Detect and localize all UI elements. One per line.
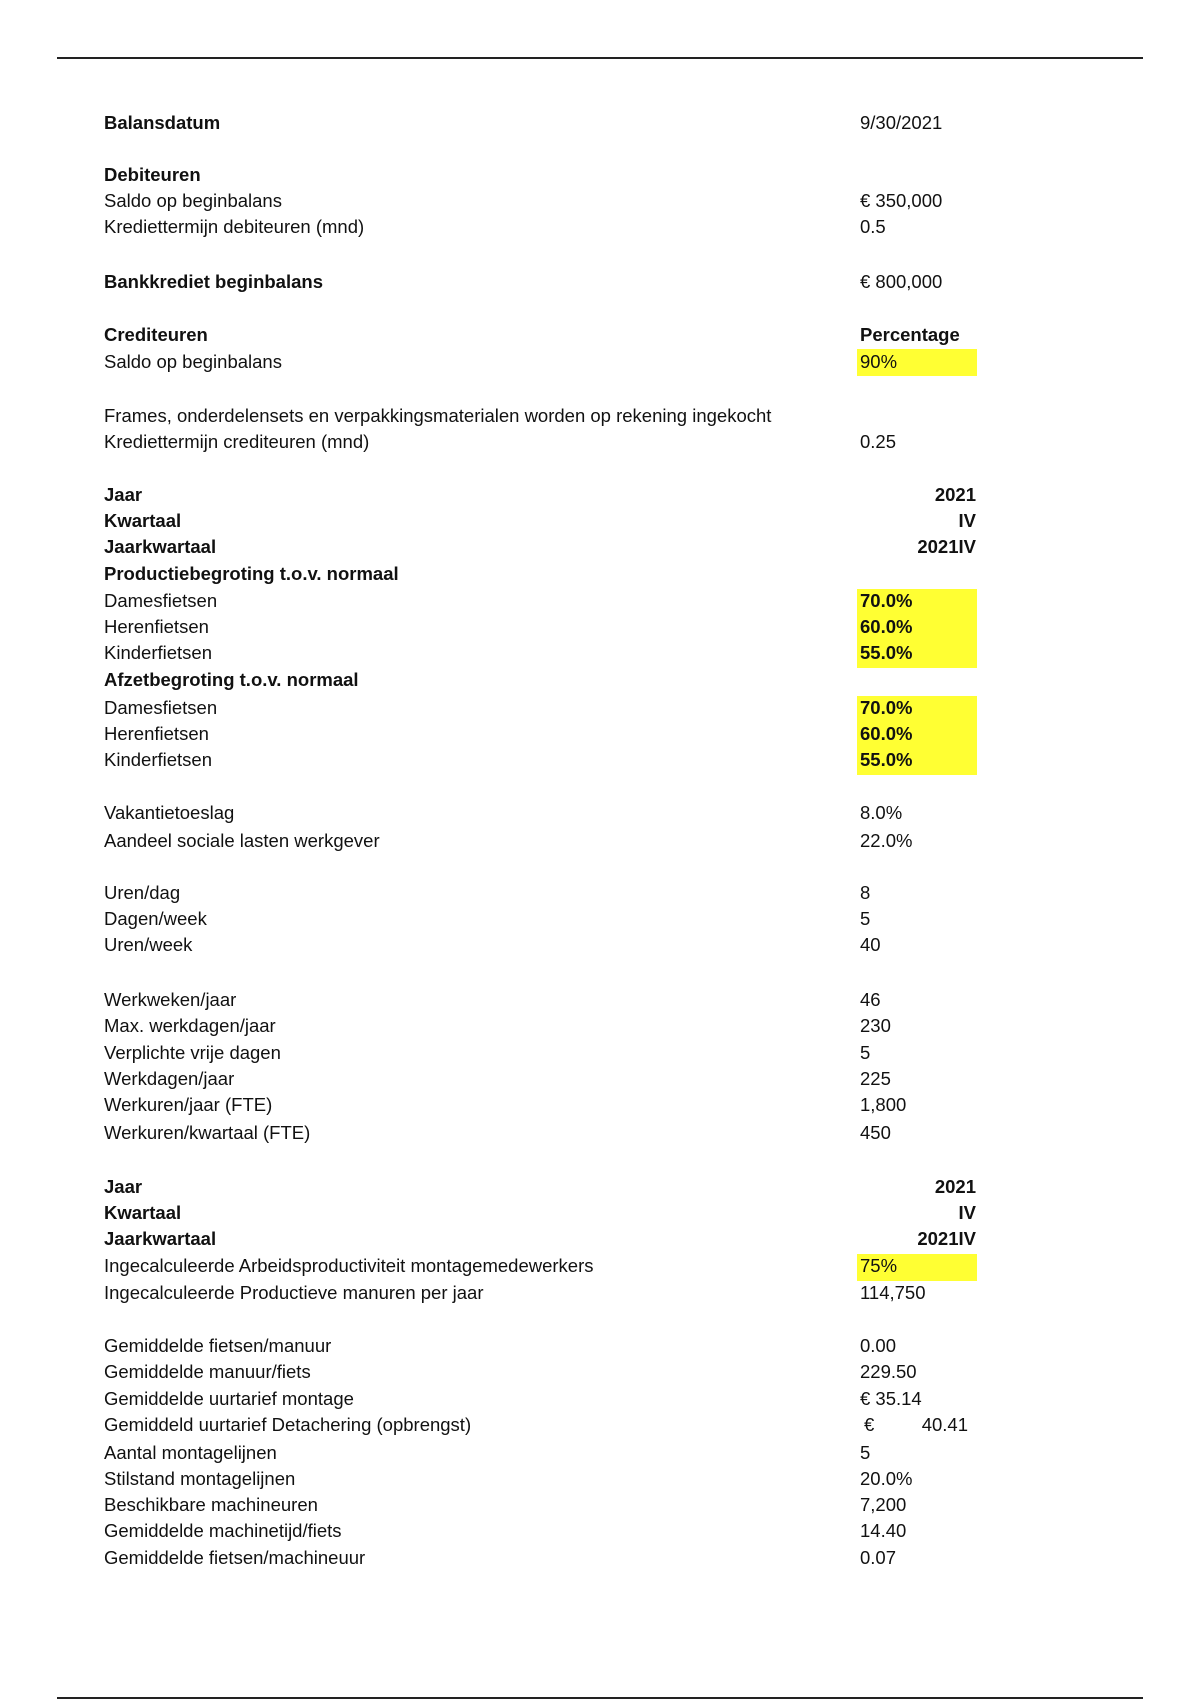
label: Gemiddeld uurtarief Detachering (opbrengst) — [104, 1414, 472, 1435]
label: Uren/week — [104, 934, 193, 955]
row-machinetijd-fiets — [0, 1518, 1200, 1544]
value: 55.0% — [860, 749, 913, 770]
value: 70.0% — [860, 697, 913, 718]
value: 0.07 — [860, 1547, 897, 1568]
label: Gemiddelde fietsen/manuur — [104, 1335, 332, 1356]
row-productieve-manuren — [0, 1280, 1200, 1306]
column-header: Percentage — [860, 324, 960, 345]
row-sociale-lasten — [0, 828, 1200, 854]
bottom-rule — [57, 1697, 1143, 1699]
row-kwartaal — [0, 508, 1200, 534]
value: € 800,000 — [860, 271, 943, 292]
label: Max. werkdagen/jaar — [104, 1015, 276, 1036]
label: Uren/dag — [104, 882, 181, 903]
section-heading: Productiebegroting t.o.v. normaal — [104, 563, 399, 584]
value: 8.0% — [860, 802, 903, 823]
label: Krediettermijn crediteuren (mnd) — [104, 431, 370, 452]
value: 14.40 — [860, 1520, 907, 1541]
row-uren-week — [0, 932, 1200, 958]
label: Damesfietsen — [104, 697, 218, 718]
row-debiteuren-saldo — [0, 188, 1200, 214]
label: Jaar — [104, 1176, 143, 1197]
row-aantal-montagelijnen — [0, 1440, 1200, 1466]
row-fietsen-manuur — [0, 1333, 1200, 1359]
row-machineuren — [0, 1492, 1200, 1518]
row-werkuren-jaar — [0, 1092, 1200, 1118]
label: Saldo op beginbalans — [104, 190, 282, 211]
value: IV — [958, 1202, 976, 1223]
row-crediteuren-heading — [0, 322, 1200, 348]
value: 75% — [860, 1255, 898, 1276]
row-dagen-week — [0, 906, 1200, 932]
value: 225 — [860, 1068, 891, 1089]
value: 5 — [860, 908, 871, 929]
value: 0.25 — [860, 431, 897, 452]
row-crediteuren-termijn — [0, 429, 1200, 455]
value: 20.0% — [860, 1468, 913, 1489]
label: Aantal montagelijnen — [104, 1442, 277, 1463]
row-productiebegroting-heading — [0, 561, 1200, 587]
row-jaar-2 — [0, 1174, 1200, 1200]
row-stilstand — [0, 1466, 1200, 1492]
row-balansdatum — [0, 110, 1200, 136]
label: Krediettermijn debiteuren (mnd) — [104, 216, 365, 237]
row-jaarkwartaal — [0, 534, 1200, 560]
row-crediteuren-note — [0, 403, 1200, 429]
label: Kinderfietsen — [104, 642, 212, 663]
label: Ingecalculeerde Productieve manuren per jaar — [104, 1282, 484, 1303]
label: Jaarkwartaal — [104, 1228, 217, 1249]
value: 8 — [860, 882, 871, 903]
row-manuur-fiets — [0, 1359, 1200, 1385]
label: Jaar — [104, 484, 143, 505]
value: 1,800 — [860, 1094, 907, 1115]
row-werkweken-jaar — [0, 987, 1200, 1013]
label: Ingecalculeerde Arbeidsproductiviteit montagemedewerkers — [104, 1255, 594, 1276]
value: 7,200 — [860, 1494, 907, 1515]
row-crediteuren-saldo — [0, 349, 1200, 375]
value: 0.00 — [860, 1335, 897, 1356]
row-uurtarief-detachering — [0, 1412, 1200, 1438]
label: Herenfietsen — [104, 723, 209, 744]
value: 40 — [860, 934, 881, 955]
label: Bankkrediet beginbalans — [104, 271, 323, 292]
row-vrije-dagen — [0, 1040, 1200, 1066]
section-heading: Crediteuren — [104, 324, 208, 345]
label: Herenfietsen — [104, 616, 209, 637]
value: 60.0% — [860, 616, 913, 637]
label: Balansdatum — [104, 112, 221, 133]
value: 5 — [860, 1442, 871, 1463]
value: 2021 — [934, 484, 976, 505]
value: 5 — [860, 1042, 871, 1063]
value: 229.50 — [860, 1361, 917, 1382]
value: 90% — [860, 351, 898, 372]
label: Vakantietoeslag — [104, 802, 235, 823]
value: 9/30/2021 — [860, 112, 943, 133]
value: 60.0% — [860, 723, 913, 744]
label: Jaarkwartaal — [104, 536, 217, 557]
label: Werkdagen/jaar — [104, 1068, 235, 1089]
value: 230 — [860, 1015, 891, 1036]
row-productie-dames — [0, 588, 1200, 614]
row-afzet-dames — [0, 695, 1200, 721]
amount: 40.41 — [921, 1414, 968, 1435]
row-productie-heren — [0, 614, 1200, 640]
row-bankkrediet — [0, 269, 1200, 295]
row-debiteuren-heading — [0, 162, 1200, 188]
row-kwartaal-2 — [0, 1200, 1200, 1226]
row-productie-kinder — [0, 640, 1200, 666]
value: 2021 — [934, 1176, 976, 1197]
value: 22.0% — [860, 830, 913, 851]
row-arbeidsproductiviteit — [0, 1253, 1200, 1279]
row-afzet-kinder — [0, 747, 1200, 773]
row-max-werkdagen — [0, 1013, 1200, 1039]
label: Beschikbare machineuren — [104, 1494, 318, 1515]
row-werkuren-kwartaal — [0, 1120, 1200, 1146]
label: Stilstand montagelijnen — [104, 1468, 296, 1489]
row-werkdagen-jaar — [0, 1066, 1200, 1092]
value: IV — [958, 510, 976, 531]
row-vakantietoeslag — [0, 800, 1200, 826]
row-jaarkwartaal-2 — [0, 1226, 1200, 1252]
value: 114,750 — [860, 1282, 926, 1303]
value: € 35.14 — [860, 1388, 922, 1409]
label: Kinderfietsen — [104, 749, 212, 770]
label: Gemiddelde machinetijd/fiets — [104, 1520, 342, 1541]
label: Gemiddelde uurtarief montage — [104, 1388, 354, 1409]
label: Werkuren/jaar (FTE) — [104, 1094, 273, 1115]
value: 2021IV — [917, 536, 976, 557]
section-heading: Debiteuren — [104, 164, 201, 185]
row-afzet-heren — [0, 721, 1200, 747]
label: Kwartaal — [104, 1202, 182, 1223]
value: 46 — [860, 989, 881, 1010]
label: Gemiddelde manuur/fiets — [104, 1361, 311, 1382]
row-afzetbegroting-heading — [0, 667, 1200, 693]
label: Aandeel sociale lasten werkgever — [104, 830, 380, 851]
row-jaar — [0, 482, 1200, 508]
label: Verplichte vrije dagen — [104, 1042, 281, 1063]
value: 2021IV — [917, 1228, 976, 1249]
value: 55.0% — [860, 642, 913, 663]
row-uurtarief-montage — [0, 1386, 1200, 1412]
label: Dagen/week — [104, 908, 207, 929]
currency-symbol: € — [864, 1414, 875, 1435]
value: € 350,000 — [860, 190, 943, 211]
section-heading: Afzetbegroting t.o.v. normaal — [104, 669, 359, 690]
label: Werkuren/kwartaal (FTE) — [104, 1122, 311, 1143]
note-text: Frames, onderdelensets en verpakkingsmaterialen worden op rekening ingekocht — [104, 405, 772, 426]
label: Gemiddelde fietsen/machineuur — [104, 1547, 366, 1568]
row-uren-dag — [0, 880, 1200, 906]
value: 450 — [860, 1122, 891, 1143]
value: 70.0% — [860, 590, 913, 611]
row-fietsen-machineuur — [0, 1545, 1200, 1571]
label: Saldo op beginbalans — [104, 351, 282, 372]
value: 0.5 — [860, 216, 886, 237]
row-debiteuren-termijn — [0, 214, 1200, 240]
label: Damesfietsen — [104, 590, 218, 611]
label: Werkweken/jaar — [104, 989, 237, 1010]
label: Kwartaal — [104, 510, 182, 531]
